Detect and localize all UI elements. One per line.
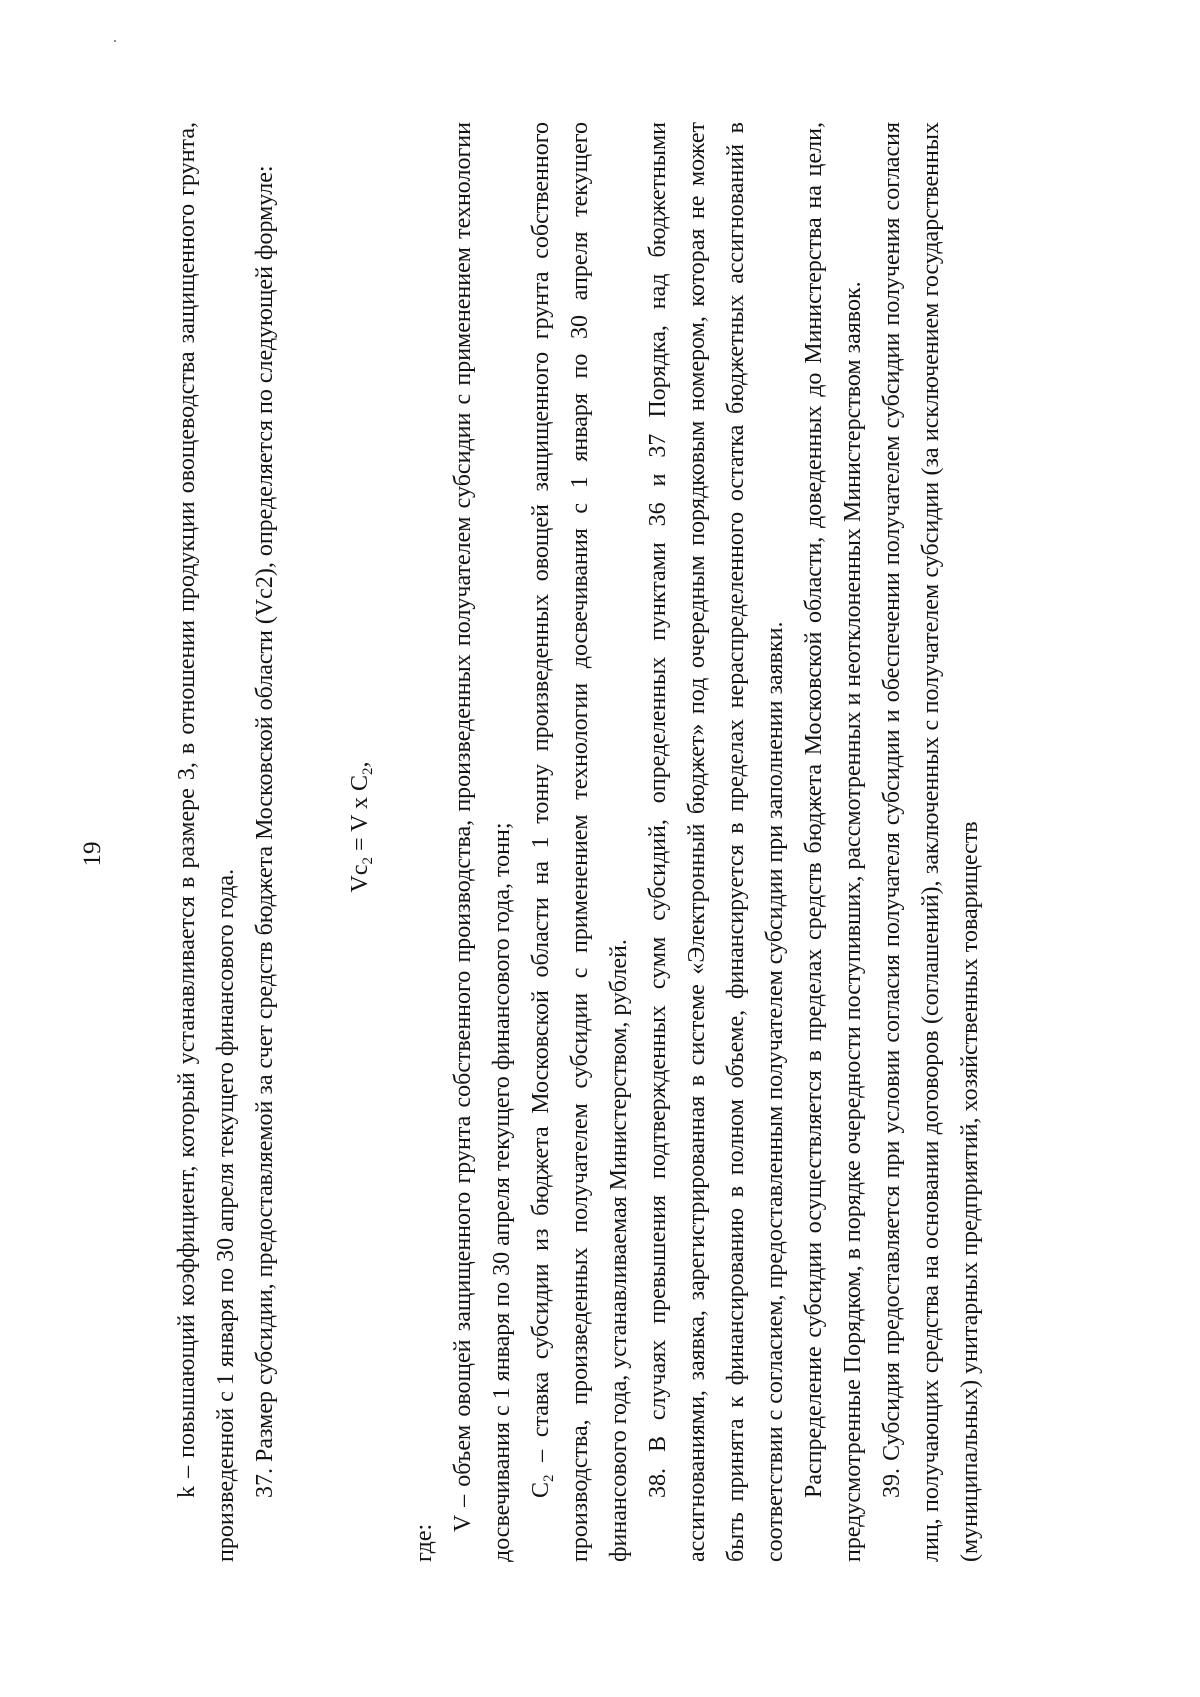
paragraph-39: 39. Субсидия предоставляется при условии согласия получателя субсидии и обеспечении получателем субсидии получения согласия лиц, получающих средства на основании договоров (соглашений), заключенных с получателем субсидии (за исключением государственных (муниципальных) унитарных предприятий, хозяйственных товариществ xyxy=(879,122,983,1562)
formula-rhs: = V x C xyxy=(347,775,373,852)
paragraph-gde: где: xyxy=(411,1523,437,1562)
paragraph-k-coefficient: k – повышающий коэффициент, который устанавливается в размере 3, в отношении продукции овощеводства защищенного грунта, произведенной с 1 января по 30 апреля текущего финансового года. xyxy=(174,122,239,1562)
formula-vc2 xyxy=(347,717,376,937)
paragraph-v-definition: V – объем овощей защищенного грунта собственного производства, произведенных получателем субсидии с применением технологии досвечивания с 1 января по 30 апреля текущего финансового года, тонн; xyxy=(450,122,515,1562)
c2-subscript: 2 xyxy=(541,1474,557,1482)
formula-tail: , xyxy=(347,761,373,768)
page-number: 19 xyxy=(79,841,106,867)
c2-definition-text: – ставка субсидии из бюджета Московской области на 1 тонну произведенных овощей защищенного грунта собственного производства, произведенных получателем субсидии с применением технологии досвечивания с 1 января по 30 апреля текущего финансового года, устанавливаемая Министерством, рублей. xyxy=(528,122,632,1562)
formula-lhs: Vc xyxy=(347,864,373,893)
paragraph-c2-definition xyxy=(522,122,639,1562)
text-block-bottom xyxy=(405,122,990,1562)
paragraph-distribution: Распределение субсидии осуществляется в пределах средств бюджета Московской области, доведенных до Министерства на цели, предусмотренные Порядком, в порядке очередности поступивших, рассмотренных и неотклоненных Министерством заявок. xyxy=(801,122,866,1562)
formula-lhs-subscript: 2 xyxy=(360,857,376,865)
formula-rhs-subscript: 2 xyxy=(360,767,376,775)
c2-symbol: C xyxy=(528,1481,554,1498)
paragraph-38: 38. В случаях превышения подтвержденных сумм субсидий, определенных пунктами 36 и 37 Порядка, над бюджетными ассигнованиями, заявка, зарегистрированная в системе «Электронный бюджет» под очередным порядковым номером, которая не может быть принята к финансированию в полном объеме, финансируется в пределах нераспределенного остатка бюджетных ассигнований в соответствии с согласием, предоставленным получателем субсидии при заполнении заявки. xyxy=(645,122,788,1562)
paragraph-37: 37. Размер субсидии, предоставляемой за счет средств бюджета Московской области (Vc2), определяется по следующей формуле: xyxy=(252,165,278,1498)
text-block-top xyxy=(168,122,285,1562)
